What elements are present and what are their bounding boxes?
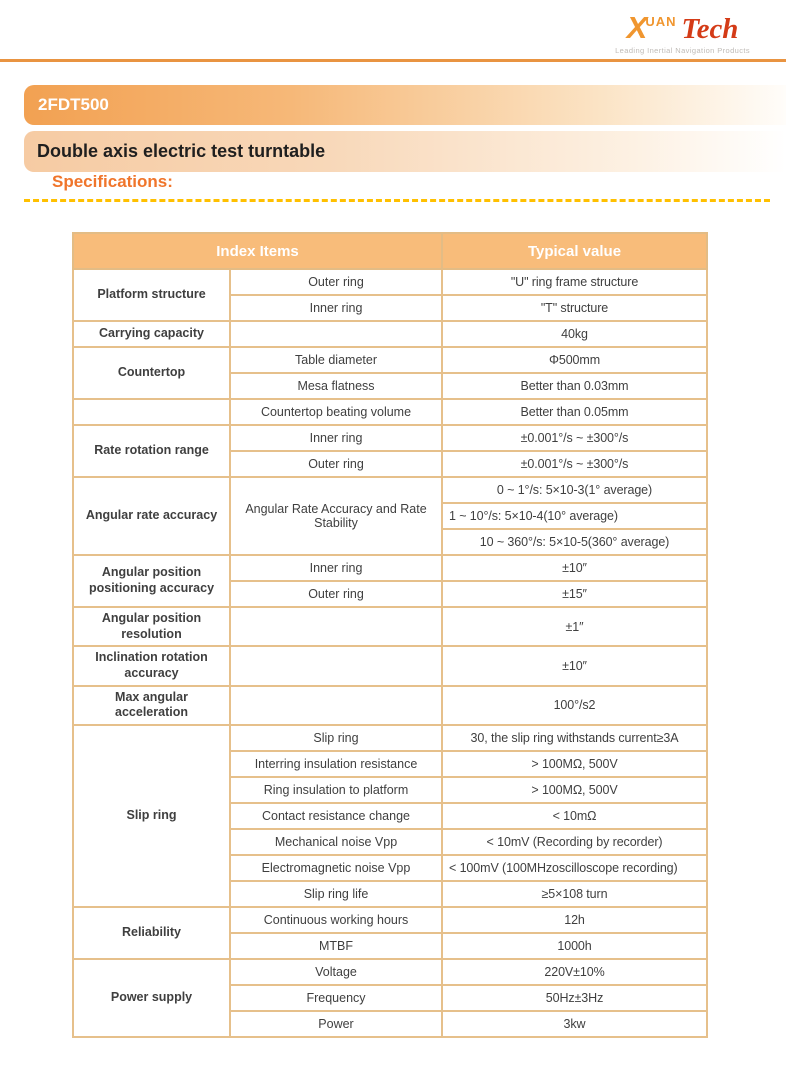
spec-cell-value: < 10mV (Recording by recorder) — [442, 829, 707, 855]
table-row — [73, 347, 707, 373]
spec-cell-label: Power supply — [73, 959, 230, 1037]
dashed-divider-rule — [24, 199, 770, 202]
spec-cell-item: Angular Rate Accuracy and Rate Stability — [230, 477, 442, 555]
spec-cell-item: Interring insulation resistance — [230, 751, 442, 777]
spec-cell-label — [73, 399, 230, 425]
table-header-row — [73, 233, 707, 269]
spec-cell-value: ±10″ — [442, 555, 707, 581]
spec-cell-value: 10 ~ 360°/s: 5×10-5(360° average) — [442, 529, 707, 555]
spec-cell-value: ±15″ — [442, 581, 707, 607]
spec-cell-item: Inner ring — [230, 295, 442, 321]
brand-tagline: Leading Inertial Navigation Products — [615, 46, 750, 55]
spec-cell-item: Inner ring — [230, 555, 442, 581]
logo — [615, 12, 750, 55]
column-header-typical-value: Typical value — [442, 233, 707, 269]
spec-cell-label: Countertop — [73, 347, 230, 399]
spec-cell-value: ±10″ — [442, 646, 707, 685]
table-row — [73, 907, 707, 933]
spec-cell-item: Slip ring life — [230, 881, 442, 907]
spec-cell-item: Mesa flatness — [230, 373, 442, 399]
spec-cell-item: Power — [230, 1011, 442, 1037]
spec-cell-item: Frequency — [230, 985, 442, 1011]
spec-cell-value: < 100mV (100MHzoscilloscope recording) — [442, 855, 707, 881]
table-row — [73, 555, 707, 581]
table-row — [73, 646, 707, 685]
header-divider-rule — [0, 59, 786, 62]
spec-cell-label: Max angular acceleration — [73, 686, 230, 725]
table-row — [73, 425, 707, 451]
spec-cell-item: Countertop beating volume — [230, 399, 442, 425]
spec-cell-item — [230, 646, 442, 685]
column-header-index-items: Index Items — [73, 233, 442, 269]
model-number-banner: 2FDT500 — [24, 85, 786, 125]
spec-cell-value: ±0.001°/s ~ ±300°/s — [442, 425, 707, 451]
spec-cell-item: Outer ring — [230, 581, 442, 607]
spec-cell-label: Rate rotation range — [73, 425, 230, 477]
table-row — [73, 269, 707, 295]
spec-cell-value: ≥5×108 turn — [442, 881, 707, 907]
spec-cell-value: 100°/s2 — [442, 686, 707, 725]
spec-cell-value: > 100MΩ, 500V — [442, 751, 707, 777]
spec-cell-label: Angular position positioning accuracy — [73, 555, 230, 607]
spec-cell-value: 12h — [442, 907, 707, 933]
spec-cell-value: 30, the slip ring withstands current≥3A — [442, 725, 707, 751]
spec-cell-label: Inclination rotation accuracy — [73, 646, 230, 685]
spec-cell-item: Inner ring — [230, 425, 442, 451]
brand-uan-text: UAN — [645, 14, 677, 29]
spec-cell-item: Table diameter — [230, 347, 442, 373]
spec-cell-value: 50Hz±3Hz — [442, 985, 707, 1011]
spec-cell-item: Electromagnetic noise Vpp — [230, 855, 442, 881]
spec-cell-item: MTBF — [230, 933, 442, 959]
spec-cell-value: Better than 0.05mm — [442, 399, 707, 425]
table-row — [73, 607, 707, 646]
spec-cell-value: "T" structure — [442, 295, 707, 321]
brand-tech-text: Tech — [681, 13, 739, 45]
spec-cell-value: < 10mΩ — [442, 803, 707, 829]
spec-cell-value: ±0.001°/s ~ ±300°/s — [442, 451, 707, 477]
spec-cell-value: > 100MΩ, 500V — [442, 777, 707, 803]
spec-cell-value: 3kw — [442, 1011, 707, 1037]
spec-cell-item — [230, 607, 442, 646]
spec-cell-value: 40kg — [442, 321, 707, 347]
spec-cell-item: Ring insulation to platform — [230, 777, 442, 803]
spec-cell-item: Outer ring — [230, 451, 442, 477]
spec-cell-value: 220V±10% — [442, 959, 707, 985]
product-title-banner: Double axis electric test turntable — [24, 131, 786, 172]
spec-cell-label: Platform structure — [73, 269, 230, 321]
table-row — [73, 477, 707, 503]
table-row — [73, 399, 707, 425]
spec-cell-label: Carrying capacity — [73, 321, 230, 347]
specifications-heading: Specifications: — [52, 172, 173, 191]
spec-cell-item: Contact resistance change — [230, 803, 442, 829]
spec-cell-item: Continuous working hours — [230, 907, 442, 933]
brand-x-glyph: X — [626, 10, 646, 45]
spec-cell-label: Slip ring — [73, 725, 230, 907]
spec-cell-value: 1 ~ 10°/s: 5×10-4(10° average) — [442, 503, 707, 529]
table-row — [73, 686, 707, 725]
table-row — [73, 321, 707, 347]
table-row — [73, 959, 707, 985]
brand-wordmark — [615, 12, 750, 44]
spec-cell-label: Angular position resolution — [73, 607, 230, 646]
spec-cell-item: Outer ring — [230, 269, 442, 295]
spec-cell-value: "U" ring frame structure — [442, 269, 707, 295]
spec-cell-label: Angular rate accuracy — [73, 477, 230, 555]
spec-cell-value: 0 ~ 1°/s: 5×10-3(1° average) — [442, 477, 707, 503]
spec-cell-item: Slip ring — [230, 725, 442, 751]
spec-cell-item: Voltage — [230, 959, 442, 985]
spec-cell-value: Better than 0.03mm — [442, 373, 707, 399]
spec-cell-value: ±1″ — [442, 607, 707, 646]
spec-cell-value: 1000h — [442, 933, 707, 959]
spec-cell-item: Mechanical noise Vpp — [230, 829, 442, 855]
table-row — [73, 725, 707, 751]
spec-cell-item — [230, 686, 442, 725]
spec-cell-item — [230, 321, 442, 347]
spec-cell-value: Φ500mm — [442, 347, 707, 373]
spec-cell-label: Reliability — [73, 907, 230, 959]
spec-table — [72, 232, 708, 1038]
